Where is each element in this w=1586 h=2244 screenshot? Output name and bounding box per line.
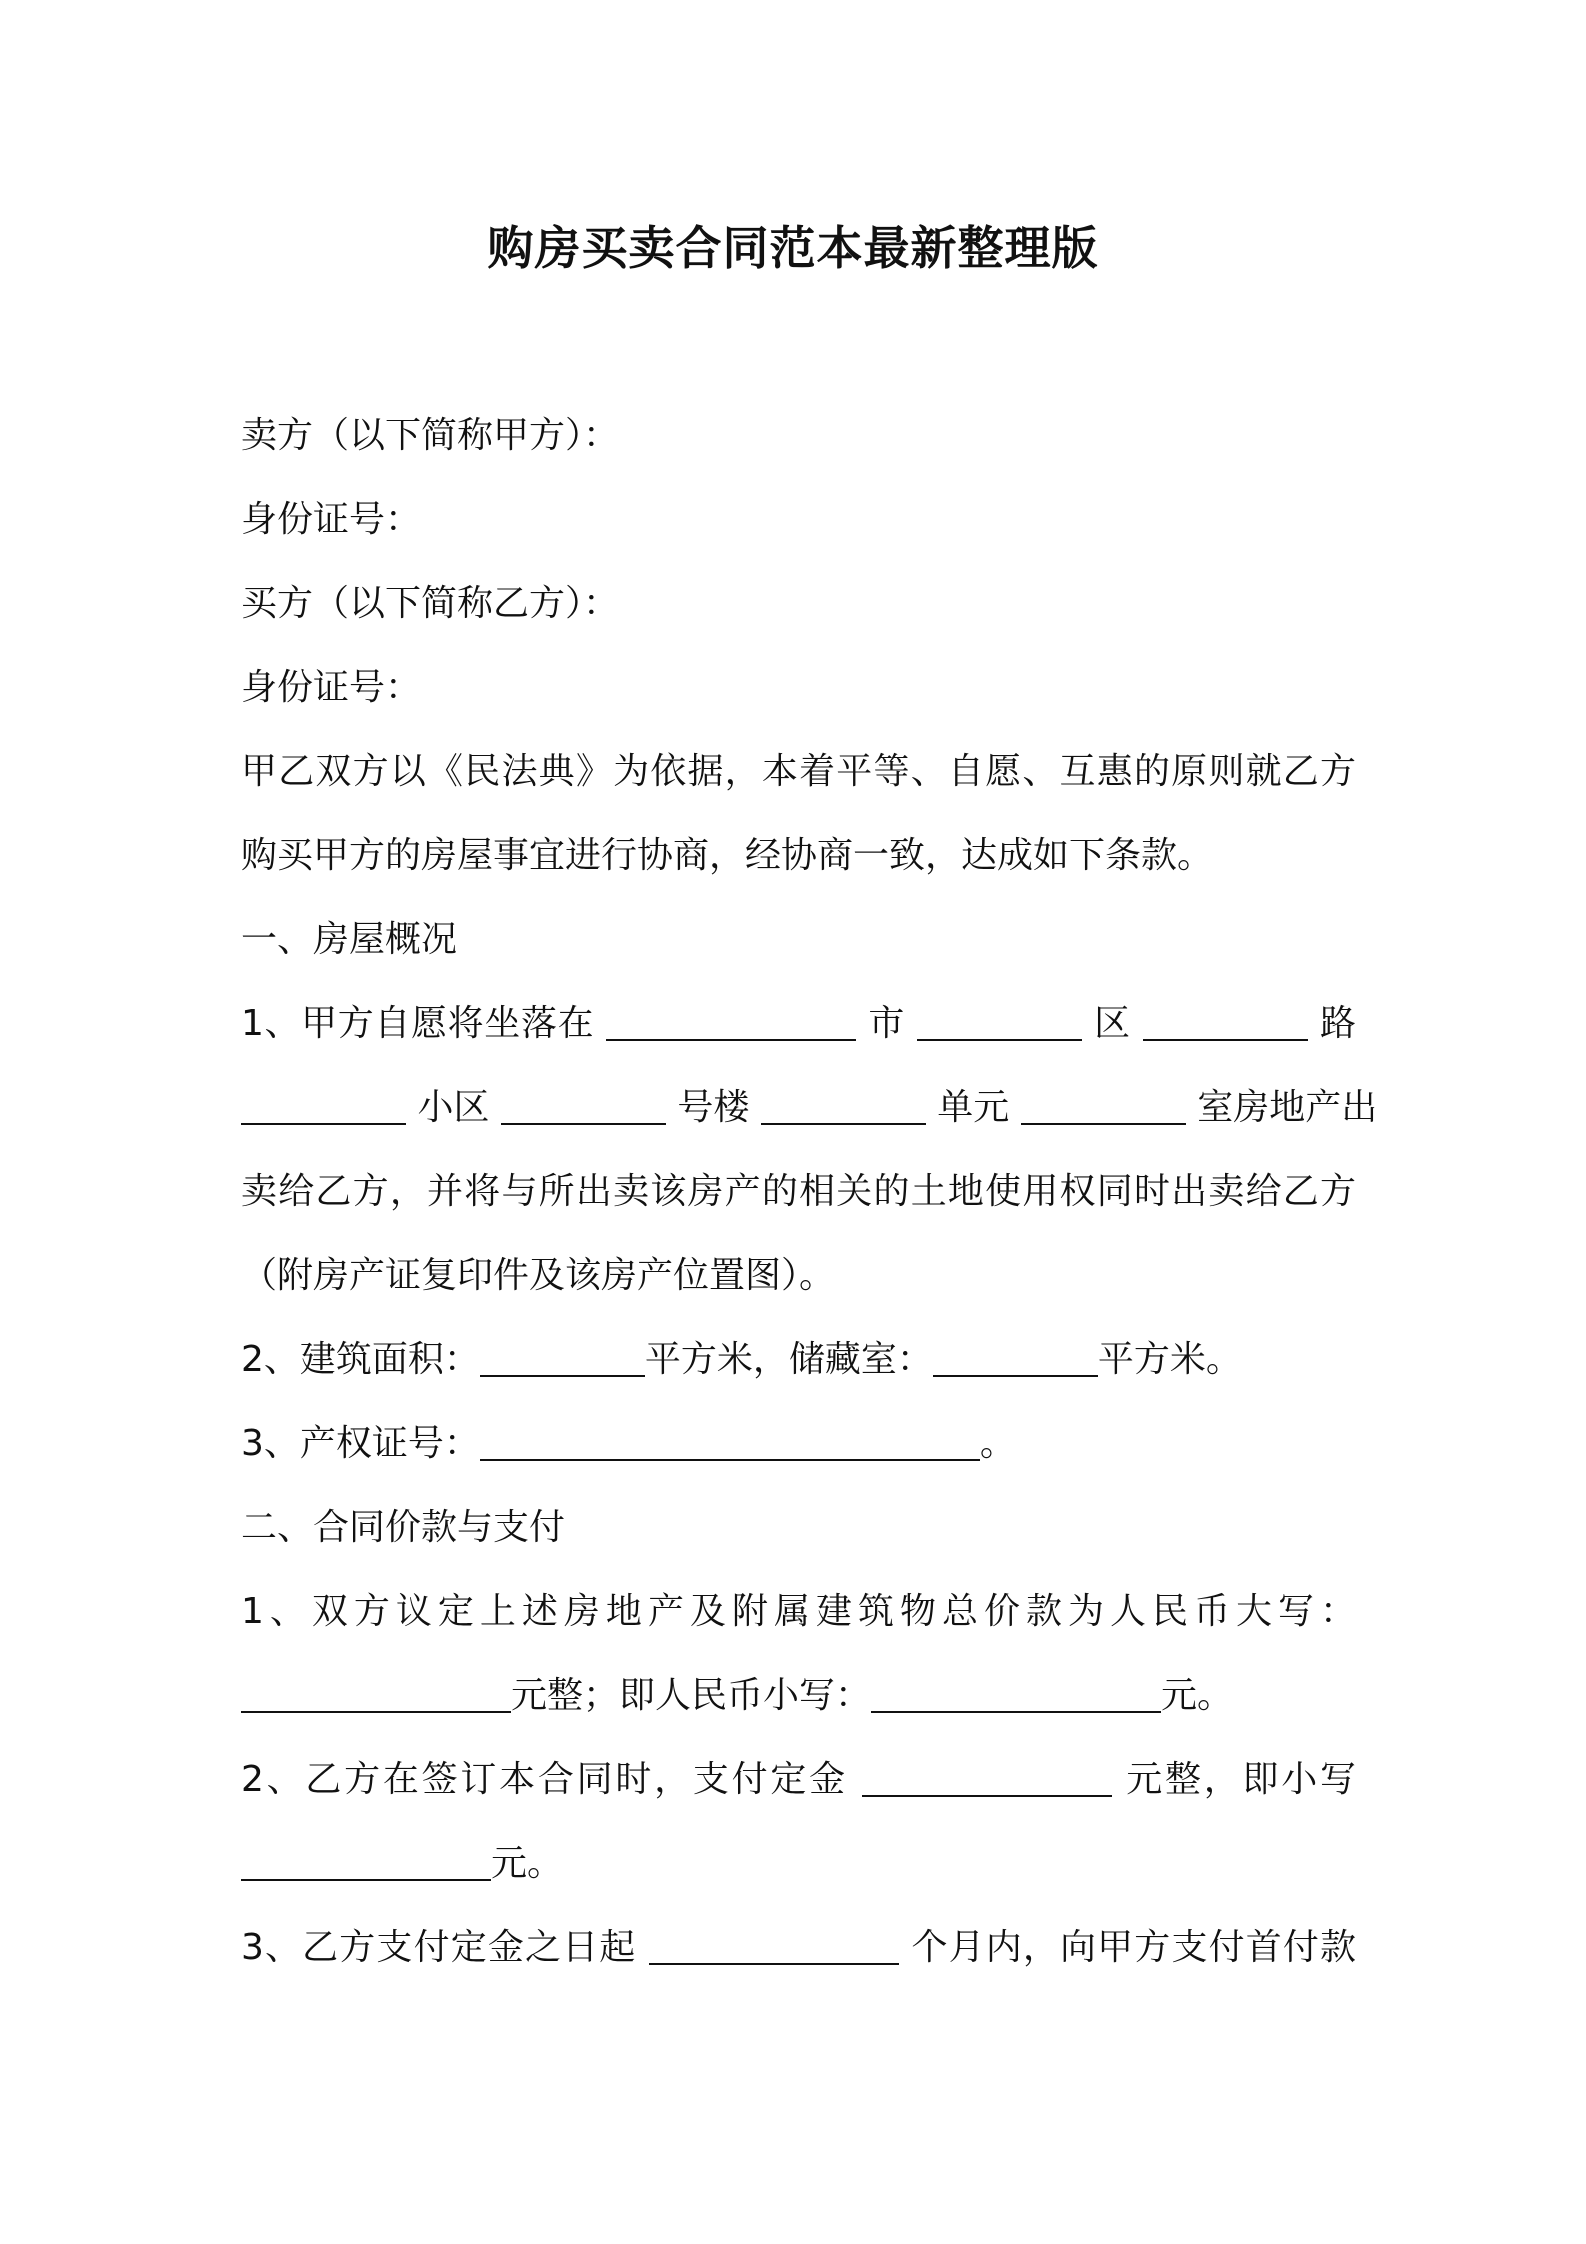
road-label: 路 [1319,1003,1356,1044]
buyer-label: 买方（以下简称乙方）： [241,583,620,624]
location-blank [606,1003,856,1041]
s1-item3-line [241,1420,1356,1468]
total-price-upper-blank [241,1675,511,1713]
total-price-lower-blank [871,1675,1161,1713]
city-blank [917,1003,1082,1041]
s1-item1-line4: （附房产证复印件及该房产位置图）。 [241,1255,836,1296]
road-blank [241,1087,406,1125]
storage-area-blank [933,1339,1098,1377]
property-cert-label: 3、产权证号： [241,1423,480,1464]
s1-item1-prefix: 1、甲方自愿将坐落在 [241,1003,595,1044]
s1-item1-line3: 卖给乙方，并将与所出卖该房产的相关的土地使用权同时出卖给乙方 [241,1171,1356,1212]
building-area-blank [480,1339,645,1377]
preamble-line-1: 甲乙双方以《民法典》为依据，本着平等、自愿、互惠的原则就乙方 [241,751,1356,792]
building-area-label: 2、建筑面积： [241,1339,480,1380]
deposit-upper-blank [862,1759,1112,1797]
total-price-end: 元。 [1161,1675,1234,1716]
seller-id-label: 身份证号： [241,499,422,540]
district-blank [1143,1003,1308,1041]
deposit-lower-blank [241,1843,491,1881]
s1-item1-line1 [241,1000,1356,1048]
district-label: 区 [1094,1003,1131,1044]
unit-label: 单元 [937,1087,1010,1128]
sqm-label: 平方米。 [1097,1339,1242,1380]
city-label: 市 [868,1003,905,1044]
s2-item1-line1: 1、双方议定上述房地产及附属建筑物总价款为人民币大写： [241,1591,1356,1632]
section-2-heading: 二、合同价款与支付 [241,1507,566,1548]
document-title: 购房买卖合同范本最新整理版 [487,221,1099,275]
property-cert-end: 。 [979,1423,1016,1464]
months-blank [649,1927,899,1965]
section-1-heading: 一、房屋概况 [241,919,458,960]
seller-label: 卖方（以下简称甲方）： [241,415,620,456]
down-payment-label: 3、乙方支付定金之日起 [241,1927,637,1968]
s2-item2-line1 [241,1756,1356,1804]
community-label: 小区 [417,1087,490,1128]
deposit-end: 元。 [491,1843,564,1884]
s1-item1-line2 [241,1084,1378,1132]
building-blank [761,1087,926,1125]
property-cert-blank [480,1423,980,1461]
s2-item2-line2 [241,1840,1356,1888]
s2-item3-line1 [241,1924,1356,1972]
unit-blank [1021,1087,1186,1125]
preamble-line-2: 购买甲方的房屋事宜进行协商，经协商一致，达成如下条款。 [241,835,1214,876]
down-payment-mid-label: 个月内，向甲方支付首付款 [911,1927,1356,1968]
room-label: 室房地产出 [1197,1087,1378,1128]
deposit-mid-label: 元整，即小写 [1126,1759,1356,1800]
buyer-id-label: 身份证号： [241,667,422,708]
s2-item1-line2 [241,1672,1356,1720]
community-blank [501,1087,666,1125]
s1-item2-line [241,1336,1356,1384]
storage-label: 平方米，储藏室： [644,1339,933,1380]
total-price-mid-label: 元整；即人民币小写： [511,1675,872,1716]
deposit-label: 2、乙方在签订本合同时，支付定金 [241,1759,848,1800]
building-label: 号楼 [677,1087,750,1128]
